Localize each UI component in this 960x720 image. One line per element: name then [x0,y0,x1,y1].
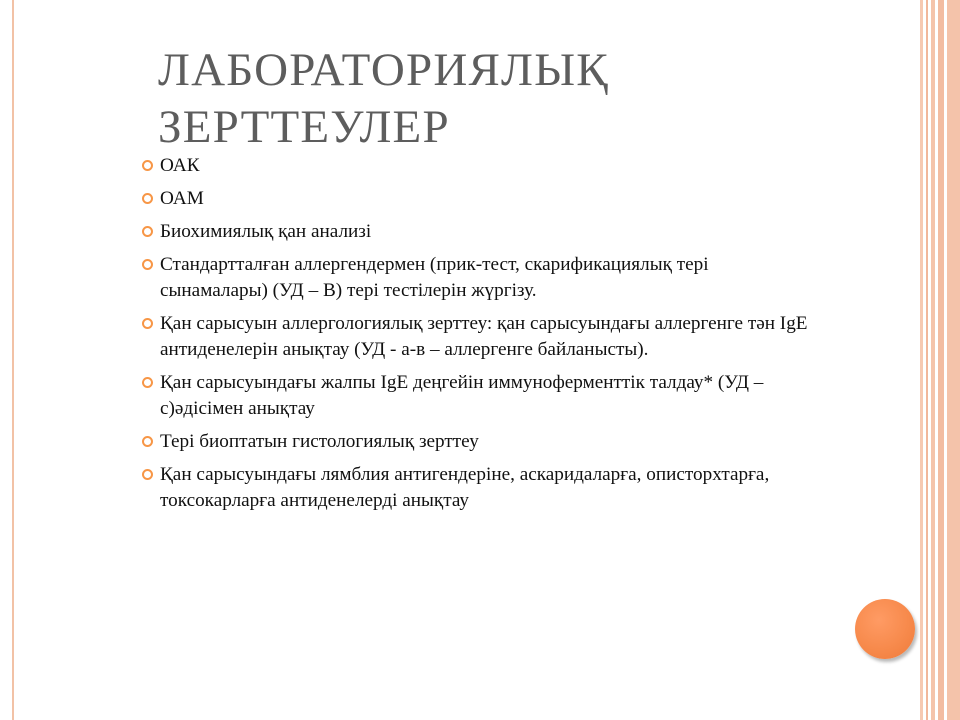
list-item [142,252,812,304]
stripe [926,0,928,720]
list-item [142,370,812,422]
bullet-circle-icon [142,469,153,480]
list-item [142,311,812,363]
list-item [142,219,812,245]
stripe [938,0,944,720]
bullet-circle-icon [142,377,153,388]
slide-title: ЛАБОРАТОРИЯЛЫҚ ЗЕРТТЕУЛЕР [158,44,609,153]
list-item [142,429,812,455]
bullet-circle-icon [142,226,153,237]
list-item [142,462,812,514]
list-item-text: Қан сарысуындағы лямблия антигендеріне, аскаридаларға, описторхтарға, токсокарларға антиденелерді анықтау [160,464,770,511]
list-item [142,186,812,212]
list-item [142,153,812,179]
left-frame-line [12,0,14,720]
bullet-list [142,153,812,521]
list-item-text: Тері биоптатын гистологиялық зерттеу [160,431,479,452]
stripe [947,0,960,720]
bullet-circle-icon [142,193,153,204]
bullet-circle-icon [142,259,153,270]
stripe [920,0,923,720]
bullet-circle-icon [142,436,153,447]
list-item-text: ОАК [160,155,200,176]
list-item-text: ОАМ [160,188,204,209]
bullet-circle-icon [142,318,153,329]
list-item-text: Қан сарысуындағы жалпы IgE деңгейін иммуноферменттік талдау* (УД – с)әдісімен анықтау [160,372,764,419]
right-decorative-stripes [920,0,960,720]
list-item-text: Қан сарысуын аллергологиялық зерттеу: қан сарысуындағы аллергенге тән IgE антиденелерін анықтау (УД - а-в – аллергенге байланысты). [160,313,808,360]
bullet-circle-icon [142,160,153,171]
decorative-orange-circle-icon [855,599,915,659]
list-item-text: Стандартталған аллергендермен (прик-тест, скарификациялық тері сынамалары) (УД – В) тері тестілерін жүргізу. [160,254,709,301]
stripe [931,0,935,720]
list-item-text: Биохимиялық қан анализі [160,221,372,242]
